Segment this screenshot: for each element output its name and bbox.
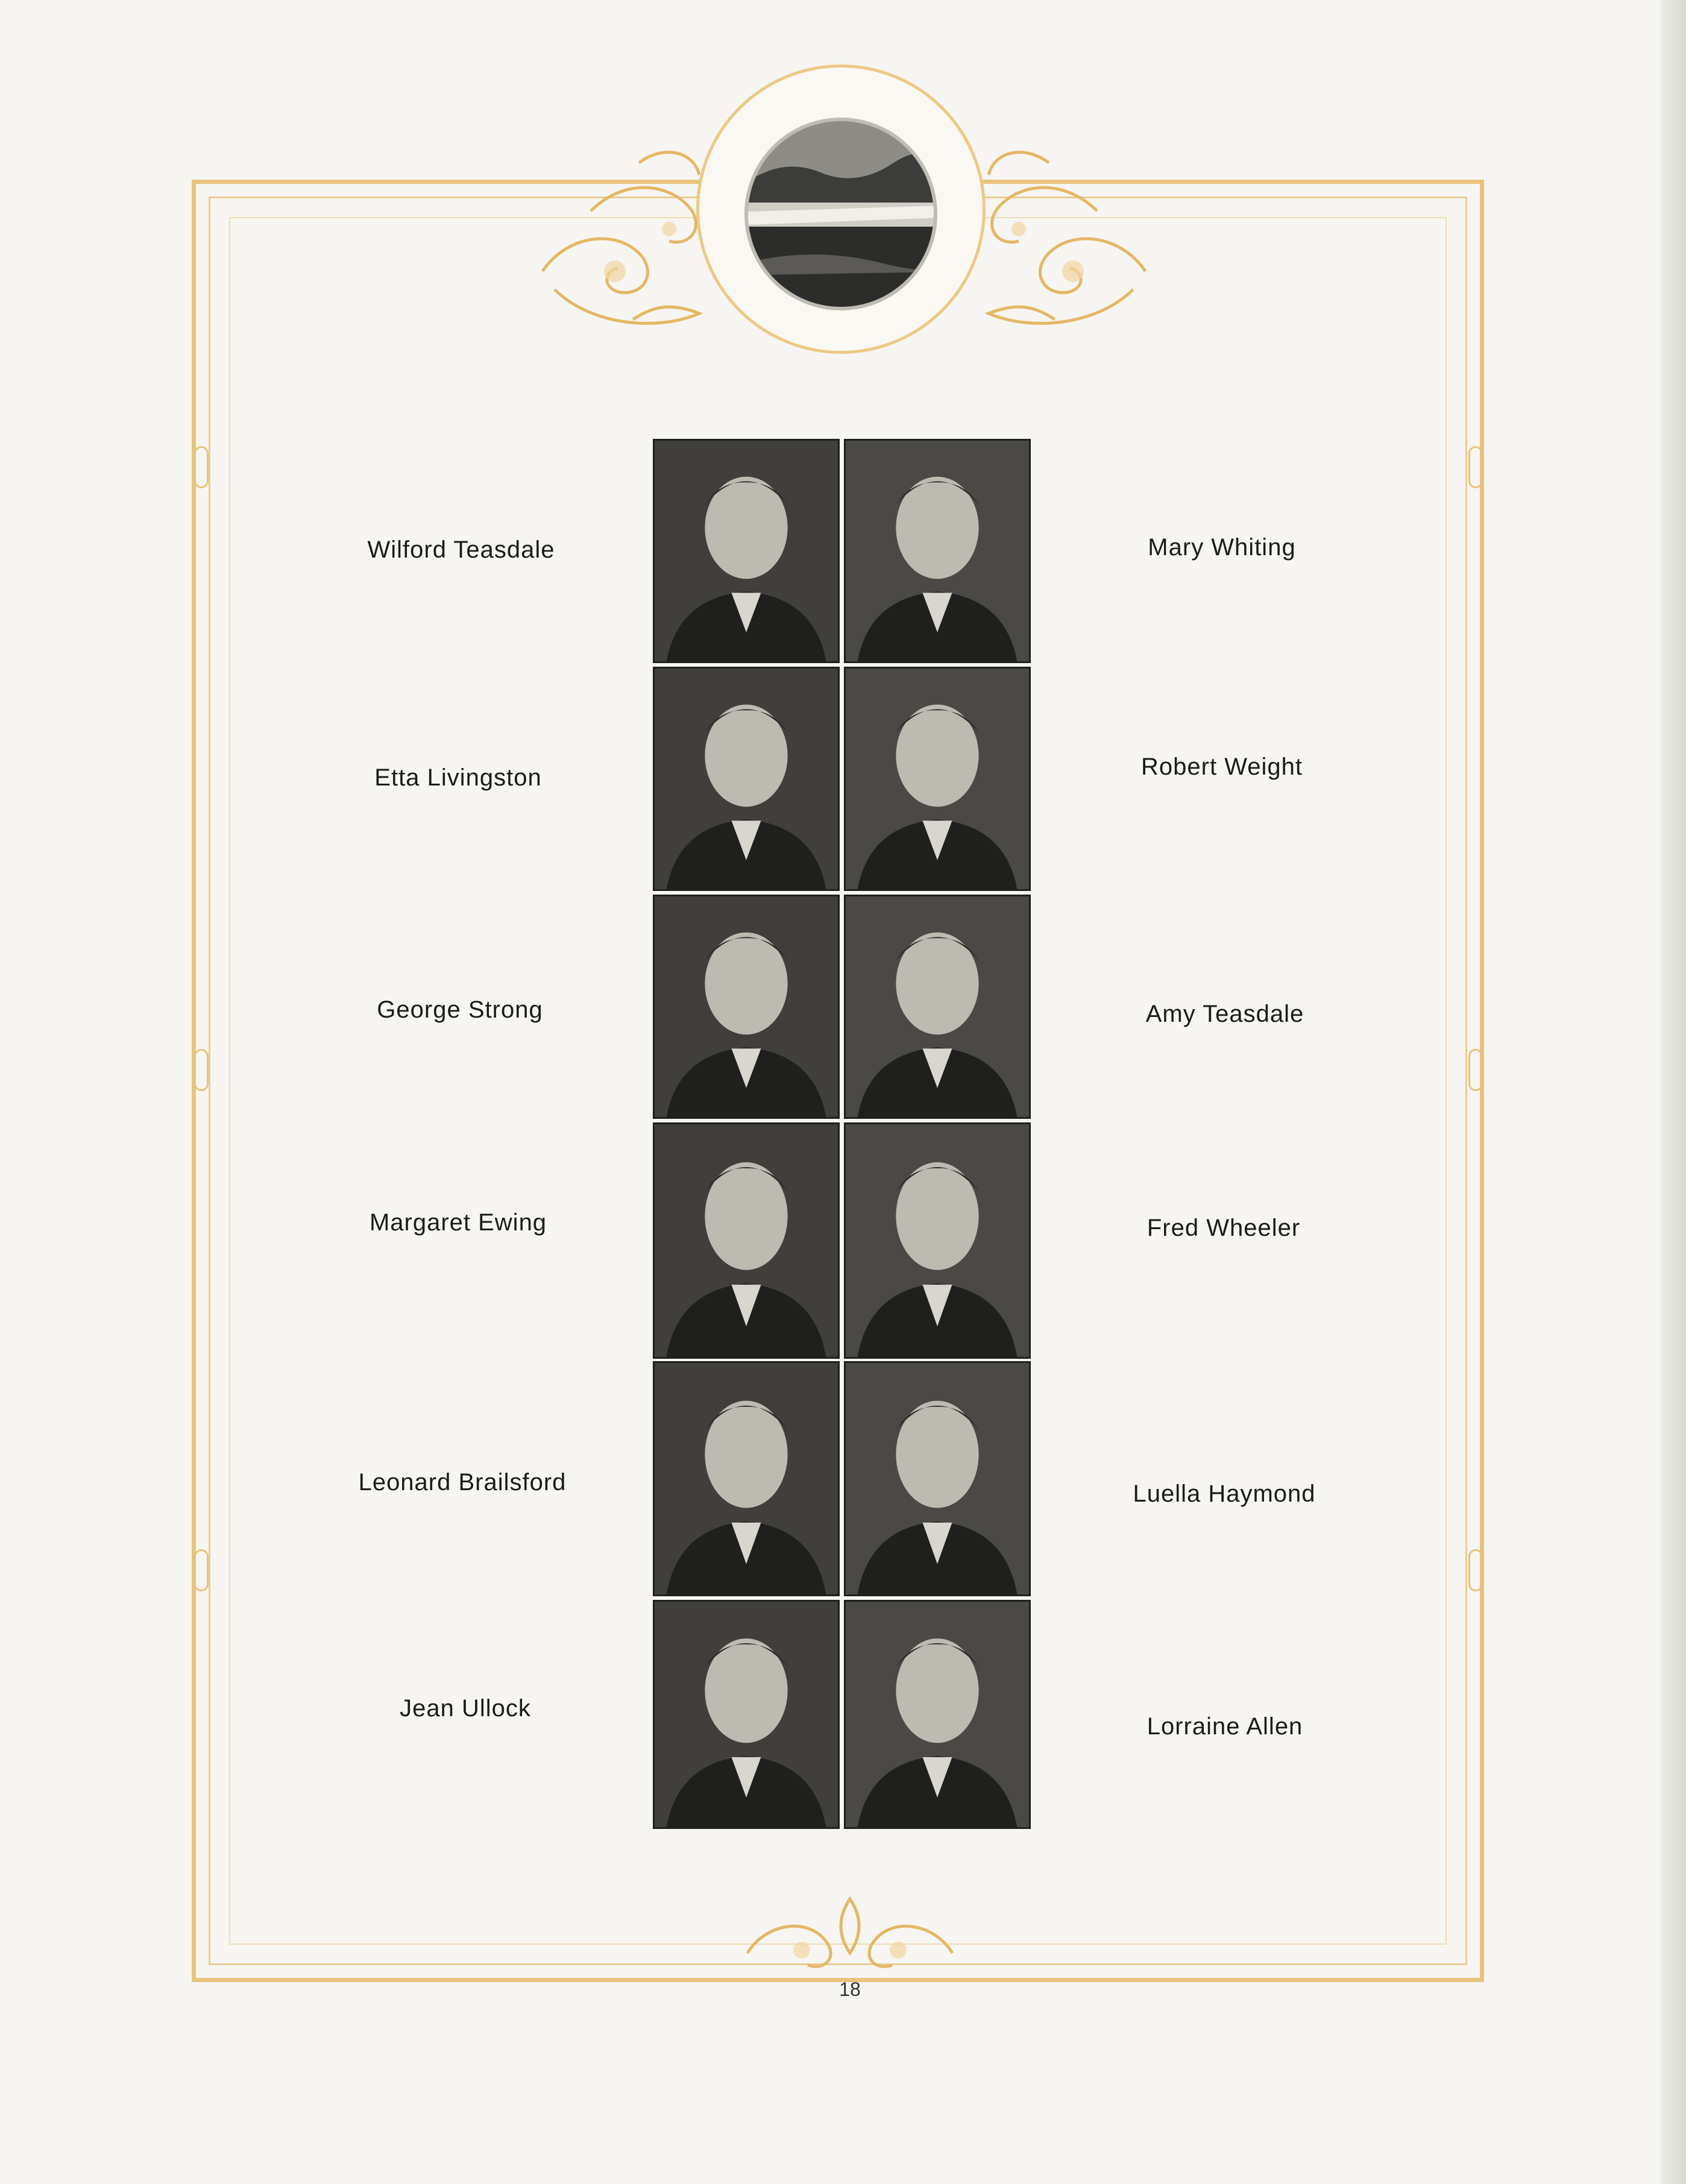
student-name-right: Luella Haymond bbox=[1133, 1481, 1316, 1507]
student-name-right: Lorraine Allen bbox=[1147, 1713, 1303, 1740]
student-name-left: Etta Livingston bbox=[374, 764, 542, 791]
student-portrait-photo bbox=[844, 1600, 1031, 1829]
student-portrait-photo bbox=[844, 667, 1031, 891]
student-name-left: Leonard Brailsford bbox=[358, 1469, 567, 1496]
frame-side-ornament bbox=[1468, 446, 1483, 488]
page-edge-shadow bbox=[1661, 0, 1686, 2184]
student-portrait-photo bbox=[653, 1361, 840, 1596]
student-name-left: Margaret Ewing bbox=[369, 1209, 547, 1236]
student-portrait-photo bbox=[653, 895, 840, 1119]
bottom-scroll-ornament bbox=[741, 1887, 958, 1977]
page-number: 18 bbox=[839, 1978, 861, 2000]
student-name-left: George Strong bbox=[377, 996, 543, 1023]
frame-side-ornament bbox=[194, 1549, 209, 1591]
student-name-left: Jean Ullock bbox=[400, 1695, 531, 1722]
student-portrait-photo bbox=[844, 439, 1031, 663]
frame-side-ornament bbox=[194, 446, 209, 488]
student-portrait-photo bbox=[844, 1361, 1031, 1596]
student-portrait-photo bbox=[653, 1600, 840, 1829]
frame-side-ornament bbox=[1468, 1049, 1483, 1091]
student-portrait-photo bbox=[844, 1122, 1031, 1359]
student-portrait-photo bbox=[653, 1122, 840, 1359]
frame-side-ornament bbox=[1468, 1549, 1483, 1591]
student-portrait-photo bbox=[653, 439, 840, 663]
student-name-right: Robert Weight bbox=[1141, 754, 1303, 780]
frame-side-ornament bbox=[194, 1049, 209, 1091]
student-name-right: Fred Wheeler bbox=[1147, 1215, 1301, 1241]
student-portrait-photo bbox=[653, 667, 840, 891]
student-portrait-photo bbox=[844, 895, 1031, 1119]
student-name-left: Wilford Teasdale bbox=[367, 537, 555, 563]
landscape-vignette-image bbox=[744, 118, 937, 310]
student-name-right: Amy Teasdale bbox=[1145, 1001, 1304, 1027]
student-name-right: Mary Whiting bbox=[1148, 534, 1296, 561]
